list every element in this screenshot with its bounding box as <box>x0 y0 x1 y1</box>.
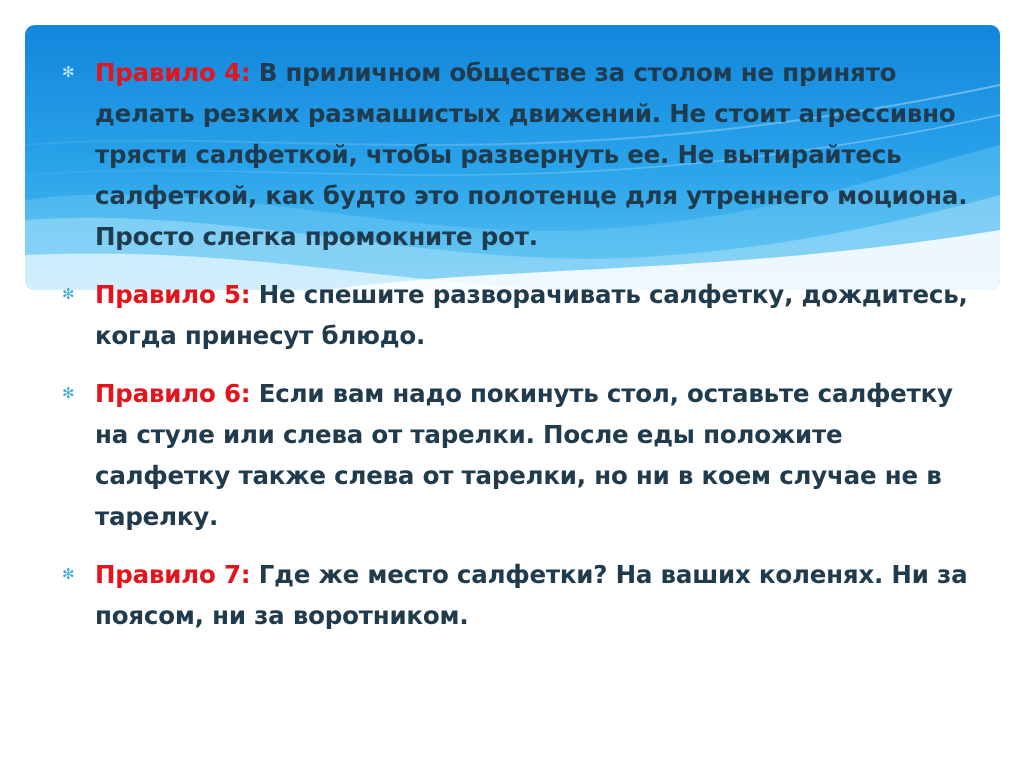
rule-text: Если вам надо покинуть стол, оставьте салфетку на стуле или слева от тарелки. После еды положите салфетку также слева от тарелки, но ни в коем случае не в тарелку. <box>95 379 953 531</box>
rule-text: В приличном обществе за столом не принято делать резких размашистых движений. Не стоит агрессивно трясти салфеткой, чтобы развернуть ее. Не вытирайтесь салфеткой, как будто это полотенце для утреннего моциона. Просто слегка промокните рот. <box>95 58 968 251</box>
rule-label: Правило 5: <box>95 280 259 309</box>
asterisk-bullet-icon: ✻ <box>62 384 75 402</box>
rule-label: Правило 6: <box>95 379 259 408</box>
rule-7 <box>62 554 972 636</box>
rules-list <box>62 52 972 636</box>
rule-text: Где же место салфетки? На ваших коленях. Ни за поясом, ни за воротником. <box>95 560 968 630</box>
rule-6 <box>62 373 972 537</box>
rule-label: Правило 7: <box>95 560 259 589</box>
asterisk-bullet-icon: ✻ <box>62 285 75 303</box>
rule-label: Правило 4: <box>95 58 259 87</box>
rule-4 <box>62 52 972 257</box>
rule-5 <box>62 274 972 356</box>
asterisk-bullet-icon: ✻ <box>62 565 75 583</box>
rule-text: Не спешите разворачивать салфетку, дождитесь, когда принесут блюдо. <box>95 280 968 350</box>
asterisk-bullet-icon: ✻ <box>62 63 75 81</box>
